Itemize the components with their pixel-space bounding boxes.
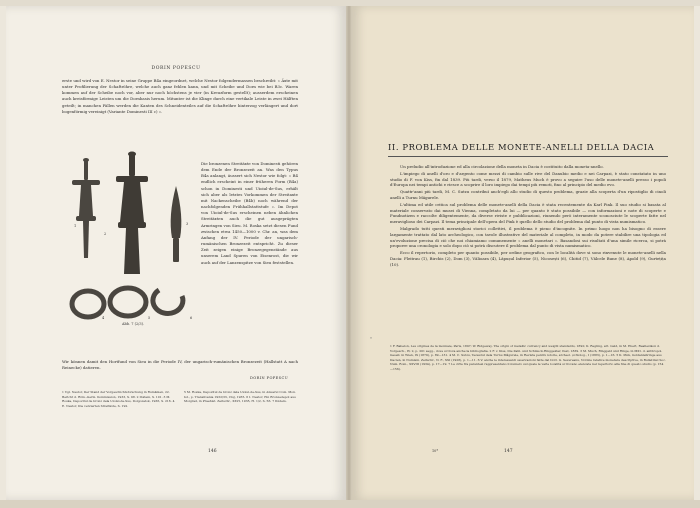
axe-illustration bbox=[116, 152, 148, 275]
spearhead-illustration bbox=[171, 186, 182, 262]
page-edge-bottom bbox=[0, 500, 700, 508]
margin-mark: * bbox=[370, 336, 372, 341]
figure-number: 4 bbox=[102, 316, 105, 320]
figure-number: 5 bbox=[148, 316, 151, 320]
body-paragraph: L'impiego di anelli d'oro e d'argento come mezzi di cambio sulle rive del Danubio medio e nei Carpazi, è stato constatato in uno studio di F. von Kiss, fin dal 1839. Più tardi, verso il 1879, Matheus Much è provo a seguire l'uso delle monete-anelli presso i popoli d'Europa nei tempi antichi e riesce a scoprire il loro impiego dai tempi più remoti, fino al principio del medio evo. bbox=[390, 170, 666, 188]
figure-number: 2 bbox=[104, 232, 107, 236]
chapter-title: II. PROBLEMA DELLE MONETE-ANELLI DELLA DACIA bbox=[388, 142, 655, 152]
side-column-paragraph: Die bronzenen Streitäxte von Dominesti gehören dem Ende der Bronzezeit an. Was den Typus B4a anlangt, äussert sich Nestor wie folgt: « B4 endlich erscheint in einer früheren Form (B4a) schon in Dominesti und Uioiul-de-Sus, erhält sich aber als letztes Vorkommen der Streitaxte mit Nackenscheibe (B4b) noch während der nachfolgenden Frühhallstattstufe ». Im Depot von Uioiul-de-Sus erscheinen neben ähnlichen Streitäxten auch die gut ausgeprägten Armringen von Sieu. M. Roska setzt diesen Fund zwischen etwa 1450—1000 v. Chr. an, was dem Anfang der IV. Periode der ungarisch-rumänischen Bronzezeit entspricht. Zu dieser Zeit zeigen einige Bronzegegenstände aus unserem Land Spuren von Eisenrost, die wir auch auf der Lanzenspitze von Sieu feststellen. bbox=[201, 161, 298, 265]
page-number: 147 bbox=[504, 449, 513, 454]
bracelet-illustration bbox=[72, 288, 183, 317]
axe-illustration bbox=[72, 158, 100, 258]
figure-caption: Abb. 7 (2/3). bbox=[122, 322, 145, 326]
body-paragraph: Ecco il repertorio, completo per quanto possibile, per ordine geografico, con le località dove si sono rinvenute le monete-anelli nella Dacia: Fleitrau (1), Birchis (2), Dom (3), Vălioara (4), Lăpușul Inferior (5), Nicosești (6), Chitid (7), Vălcele Bune (8), Apold (9), Gurtețița (10). bbox=[390, 250, 666, 267]
signature-mark: 10* bbox=[432, 449, 439, 453]
left-page bbox=[6, 6, 346, 500]
body-paragraph: Wir können damit den Hortfund von Sieu in die Periode IV, der ungarisch-rumänischen Bronzezeit (Hallstatt A nach Reinecke) datieren. bbox=[62, 359, 298, 371]
footnotes: 1 F. Babelon, Les origines de la monnaie, Paris, 1897; W. Ridgeway, The origin of metallic currency and weight standards, 1892; K. Regling, art. Geld, in M. Ebert, Reallexikon d. Vorgesch., IV, 2, p. 201 segg., dove si trova anche la bibliografia. 2 F. v. Kiss, Die Zahl- und Schmuck-Ringgelder, Pest, 1839. 3 M. Much, Ringgeld und Ringe, in Mitt. d. anthropol. Gesell. in Wien, IX (1879), p. 89—131. 4 M. C. Sutzu, Tezaurul dela Turnu Măgurele, in Revista pentru istorie, archeol. și filolog., I (1883), p. 1—16. 5 K. Pink, Goldanlehringe aus Dacien, in Numism. Zeitschr., N. F., XXI (1928), p. 1—11. 6 V. anche le interessanti osservazioni fatte dal Dott. G. Severeanu, Notizie relative monetare descriptive, in Bulletinul Soc. Num. Rom., XXVIII (1934), p. 17—19. 7 Le cifre fra parentesi rappresentano il numero sul quale le varie località si trovano elencate nel repertorio alla fine di questo studio (p. 154—156). bbox=[390, 344, 666, 371]
footnotes-column: 1 Vgl. Nestor, Der Stand der Vorgeschichtsforschung in Rumänien, 22. Bericht d. Röm.-Germ. Kommission, 1933, S. 98. 2 Ibidem, S. 101. 3 M. Roska, Depozitul de bronz dela Uioiul-de-Sus, Dolgozatok, 1936, S. 216. 4 E. Nestor, Die verzierten Streitäxte, S. 192. bbox=[62, 390, 175, 408]
page-number: 146 bbox=[208, 449, 217, 454]
chapter-body bbox=[390, 164, 666, 268]
body-paragraph: Un preludio all'introduzione ed alla circolazione della moneta in Dacia è costituito dalla moneta-anello. bbox=[400, 164, 604, 169]
figure-number: 6 bbox=[190, 316, 193, 320]
bronze-artifacts-figure bbox=[64, 146, 198, 328]
figure-number: 3 bbox=[186, 222, 189, 226]
footnotes-column: 5 M. Roska, Depozitul de bronz dela Uioiul-de-Sus, in Anuarul Com. Mon. Ist., p. Transilvania 1932/33, Cluj, 1935. 6 I. Nestor, Ein Bronzedepot aus Moigrad, in Praehist. Zeitschr., XXVI, 1935, H. 1/2, S. 56. 7 Ibidem. bbox=[184, 390, 296, 404]
body-paragraph: Quattr'anni più tardi, M. C. Sutzu contribuì anch'egli allo studio di questo problema, grazie alla scoperta d'un ripostiglio di cinoli anelli a Turnu Măgurele. bbox=[390, 189, 666, 200]
title-rule bbox=[388, 156, 668, 157]
right-page bbox=[352, 6, 694, 500]
author-signature: DORIN POPESCU bbox=[250, 376, 289, 380]
running-head: DORIN POPESCU bbox=[151, 66, 201, 71]
body-paragraph: erste und wird von E. Nestor in seine Gruppe B4a eingeordnet, welche Nestor folgendermassen beschreibt: « Äxte mit unter Profilierung der Schaftröhre, welche auch ganz fehlen kann, und mit Scheibe und Dorn wie bei B3c. Waren kommen auf der Scheibe noch vor, aber nur noch höchstens je vier (in Kreuzform gestellt); ausserdem erscheinen auch kreisförmige Leisten um die Dornbasis herum. Mitunter ist die Klinge durch eine vertikale Leiste in zwei Hälften geteilt; in manchen Fällen werden die Kanten des Schneidenteiles auf die Schaftröhre hinterzog verlängert und dort bogenförmig vereinigt (Variante Dominesti III c) ». bbox=[62, 78, 298, 114]
body-paragraph: L'ultima ed utile critica sul problema delle monete-anelli della Dacia è stata recentemente da Karl Pink. Il suo studio si basata al materiale conservato dai musei di Vienna, completato da lui — per quanto è stato possibile — con informazioni e note di scoperte e Fundnotizen e raccolte diligentemente, da diverse riviste e pubblicazioni, riunendo però interamente sconosciute le scoperte fatte nel meraviglioso dei Carpazi. Il tema principale dell'opera del Pink è quello dello studio del problema dal punto di vista numismatico. bbox=[390, 201, 666, 225]
figure-number: 1 bbox=[74, 224, 77, 228]
body-paragraph: Malgrado tutti questi meravigliosi storici collettivi, il problema è pieno d'incognite. In primo luogo non ha bisogno di essere largamente trattato dal lato archeologico, con tavole illustrative del materiale al completo, in modo da potere stabilire una tipologia ed un'evoluzione precisa di ciò che noi chiamiamo comunemente « anelli monetari ». Basandosi sui risultati d'una simile ricerca, si potrà proporre una cronologia e solo dopo ciò si potrà discutere il problema dal punto di vista numismatico. bbox=[390, 225, 666, 249]
